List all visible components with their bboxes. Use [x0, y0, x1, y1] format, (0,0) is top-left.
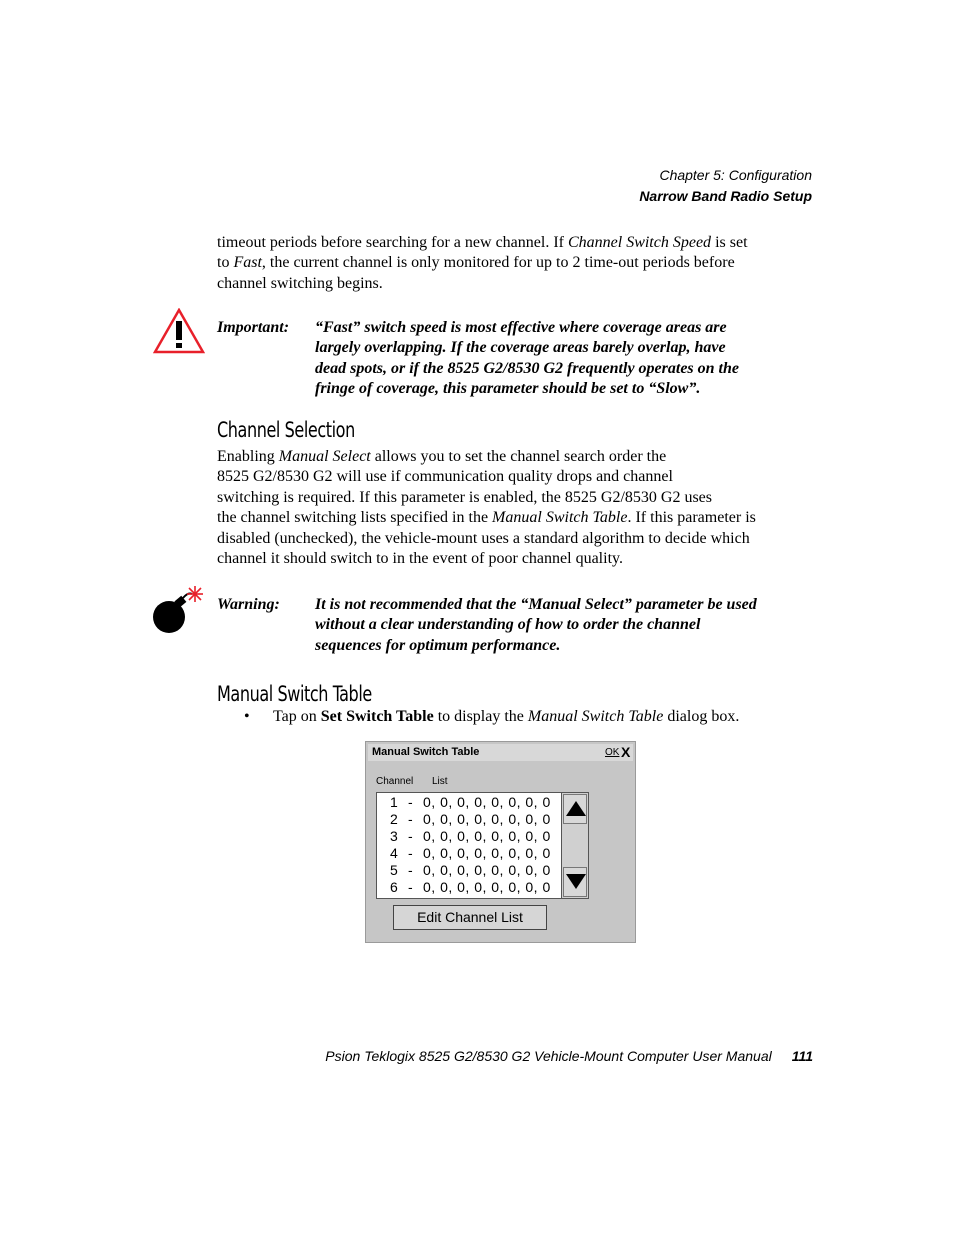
channel-listbox[interactable]: 1 - 0, 0, 0, 0, 0, 0, 0, 0 2 - 0, 0, 0, 0, 0, 0, 0, 0 3 - 0, 0, 0, 0, 0, 0, 0, 0 4 - 0, 0, 0, 0, 0, 0, 0, 0 5 - 0, 0, 0, 0, 0, 0, 0, 0 6 - 0, 0, 0, 0, 0, 0, 0, 0 [376, 792, 589, 899]
bullet: • [244, 708, 250, 725]
arrow-up-icon [566, 801, 586, 816]
manual-switch-dialog [365, 741, 636, 943]
page-footer [325, 1048, 813, 1064]
warning-label: Warning: [217, 596, 280, 613]
channel-column-header: Channel [376, 776, 414, 787]
list-column-header: List [432, 776, 448, 787]
warning-notice [217, 595, 787, 657]
dialog-title: Manual Switch Table [372, 746, 480, 758]
bomb-icon [150, 584, 206, 636]
close-button[interactable]: X [621, 744, 631, 760]
manual-switch-heading: Manual Switch Table [217, 682, 372, 706]
page-number: 111 [791, 1048, 813, 1064]
edit-channel-list-button[interactable]: Edit Channel List [393, 905, 547, 930]
important-text: “Fast” switch speed is most effective where coverage areas are largely overlapping. If the coverage areas barely overlap, have dead spots, or if the 8525 G2/8530 G2 frequently operates on the fringe of coverage, this parameter should be set to “Slow”. [315, 319, 739, 397]
manual-switch-instruction: Tap on Set Switch Table to display the Manual Switch Table dialog box. [273, 708, 740, 725]
arrow-down-icon [566, 874, 586, 889]
warning-text: It is not recommended that the “Manual Select” parameter be used without a clear understanding of how to order the channel sequences for optimum performance. [315, 596, 757, 654]
chapter-header: Chapter 5: Configuration [659, 167, 812, 183]
channel-selection-heading: Channel Selection [217, 418, 355, 442]
intro-paragraph: timeout periods before searching for a new channel. If Channel Switch Speed is set to Fast, the current channel is only monitored for up to 2 time-out periods before channel switching begins. [217, 234, 748, 292]
important-label: Important: [217, 319, 290, 336]
important-notice [217, 318, 787, 400]
ok-button[interactable]: OK [605, 747, 620, 758]
warning-triangle-icon [153, 308, 205, 354]
scroll-down-button[interactable] [563, 867, 587, 897]
channel-selection-paragraph: Enabling Manual Select allows you to set the channel search order the 8525 G2/8530 G2 will use if communication quality drops and channel switching is required. If this parameter is enabled, the 8525 G2/8530 G2 uses the channel switching lists specified in the Manual Switch Table. If this parameter is disabled (unchecked), the vehicle-mount uses a standard algorithm to decide which channel it should switch to in the event of poor channel quality. [217, 448, 756, 568]
section-header: Narrow Band Radio Setup [639, 188, 812, 204]
list-scrollbar[interactable] [561, 792, 589, 899]
scroll-up-button[interactable] [563, 794, 587, 824]
dialog-titlebar [368, 744, 633, 761]
footer-title: Psion Teklogix 8525 G2/8530 G2 Vehicle-Mount Computer User Manual [325, 1048, 772, 1064]
